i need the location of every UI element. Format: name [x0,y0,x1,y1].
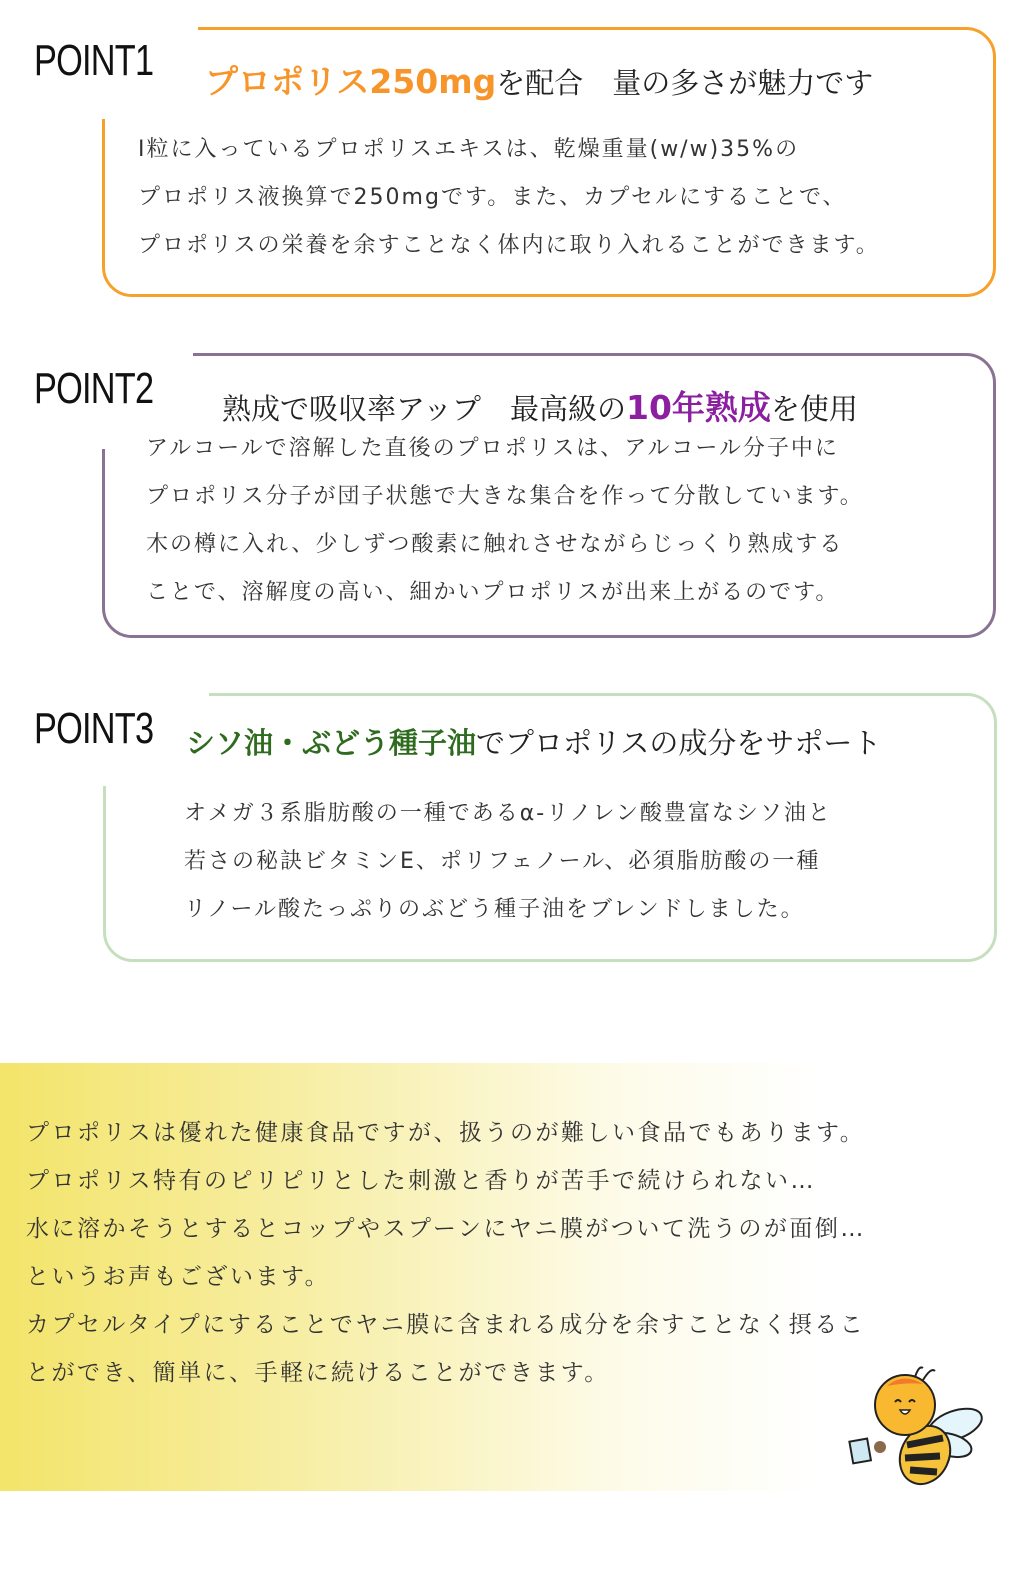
body-line: リノール酸たっぷりのぶどう種子油をブレンドしました。 [184,897,805,922]
point2-title-pre: 熟成で吸収率アップ 最高級の [222,392,626,426]
body-line: 木の樽に入れ、少しずつ酸素に触れさせながらじっくり熟成する [146,532,844,557]
summary-line: というお声もございます。 [26,1264,331,1290]
point2-body [146,425,864,617]
body-line: オメガ３系脂肪酸の一種であるα-リノレン酸豊富なシソ油と [184,801,832,826]
point3-title-highlight: シソ油・ぶどう種子油 [186,726,477,760]
point2-label: POINT2 [34,364,154,413]
bee-mascot-illustration [845,1360,985,1500]
point3-title [186,721,881,762]
body-line: プロポリス分子が団子状態で大きな集合を作って分散しています。 [146,484,864,509]
body-line: プロポリス液換算で250mgです。また、カプセルにすることで、 [138,185,847,210]
point2-title-highlight: 10年熟成 [625,388,771,427]
point3-title-rest: でプロポリスの成分をサポート [476,726,882,760]
point1-body [138,126,880,270]
summary-line: プロポリス特有のピリピリとした刺激と香りが苦手で続けられない… [26,1168,817,1194]
summary-line: カプセルタイプにすることでヤニ膜に含まれる成分を余すことなく摂るこ [26,1312,866,1338]
body-line: プロポリスの栄養を余すことなく体内に取り入れることができます。 [138,233,880,258]
summary-line: とができ、簡単に、手軽に続けることができます。 [26,1360,610,1386]
body-line: ことで、溶解度の高い、細かいプロポリスが出来上がるのです。 [146,580,840,605]
point1-title-highlight: プロポリス250mg [205,62,497,101]
body-line: アルコールで溶解した直後のプロポリスは、アルコール分子中に [146,436,839,461]
point2-title [222,382,858,429]
point1-title-rest: を配合 量の多さが魅力です [496,66,874,100]
point3-body [184,790,832,934]
summary-line: プロポリスは優れた健康食品ですが、扱うのが難しい食品でもあります。 [26,1120,866,1146]
summary-text [26,1109,866,1397]
body-line: 若さの秘訣ビタミンE、ポリフェノール、必須脂肪酸の一種 [184,849,821,874]
point1-title [205,56,873,103]
point2-title-rest: を使用 [770,392,858,426]
body-line: I粒に入っているプロポリスエキスは、乾燥重量(w/w)35%の [138,137,800,162]
point3-label: POINT3 [34,704,154,753]
point1-label: POINT1 [34,36,154,85]
summary-line: 水に溶かそうとするとコップやスプーンにヤニ膜がついて洗うのが面倒… [26,1216,866,1242]
